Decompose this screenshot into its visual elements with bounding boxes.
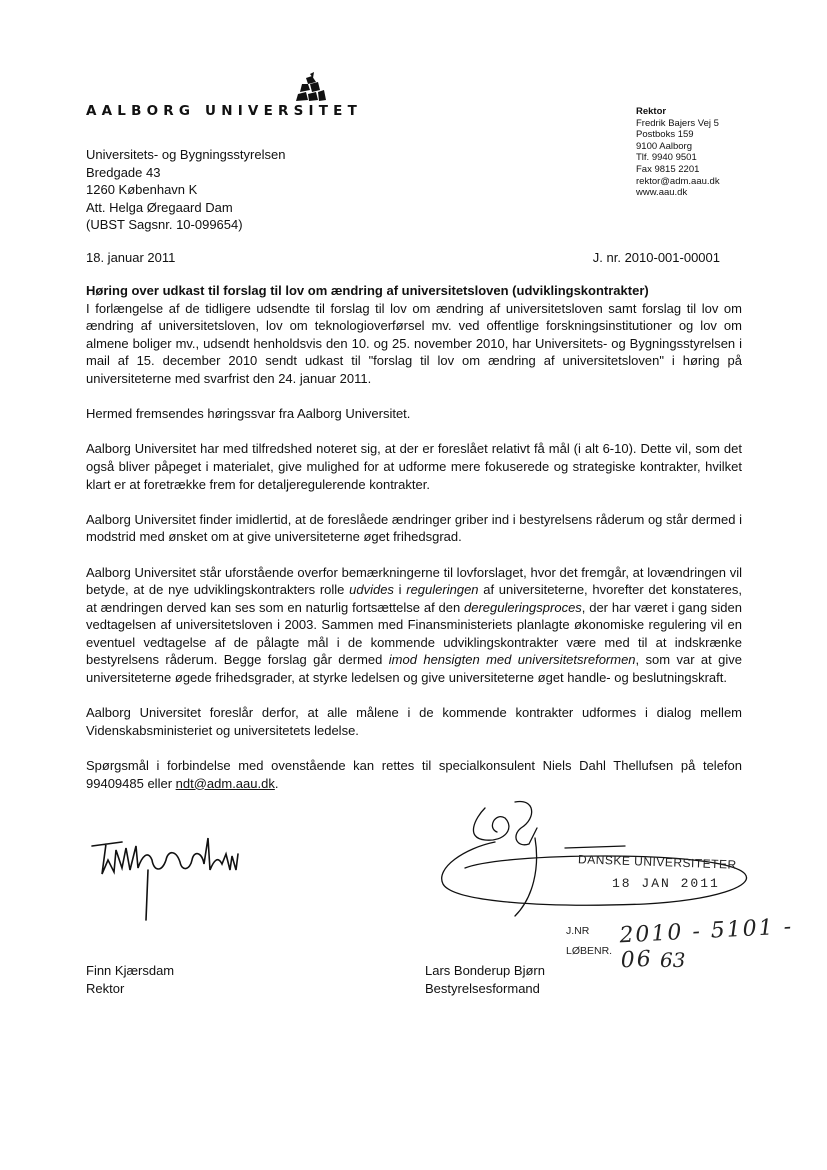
- university-logo-icon: [296, 72, 326, 102]
- emphasis: imod hensigten med universitetsreformen: [388, 652, 636, 668]
- signatory-name: Finn Kjærsdam: [86, 963, 175, 978]
- signatory-title: Rektor: [86, 980, 125, 996]
- university-name: AALBORG UNIVERSITET: [86, 103, 362, 119]
- paragraph: Aalborg Universitet foreslår derfor, at alle målene i de kommende kontrakter udformes i dialog mellem Videnskabsministeriet og universitetets ledelse.: [86, 705, 742, 738]
- paragraph: I forlængelse af de tidligere udsendte til forslag til lov om ændring af universitetsloven samt forslag til lov om ændring af universitetsloven, lov om teknologioverførsel mv. ved offentlige forskningsinstitutioner og lov om almene boliger mv., udsendt henholdsvis den 10. og 25. november 2010, har Universitets- og Bygningsstyrelsen i mail af 15. december 2010 sendt udkast til "forslag til lov om ændring af universitetsloven" i høring på universiteterne med svarfrist den 24. januar 2011.: [86, 300, 742, 386]
- stamp-organization: DANSKE UNIVERSITETER: [577, 852, 737, 872]
- contact-email-link[interactable]: ndt@adm.aau.dk: [175, 775, 275, 791]
- paragraph: [86, 757, 742, 792]
- letter-date: 18. januar 2011: [86, 250, 176, 265]
- sender-line: Tlf. 9940 9501: [636, 152, 697, 164]
- paragraph: Aalborg Universitet finder imidlertid, at de foreslåede ændringer griber ind i bestyrelsens råderum og står dermed i modstrid med ønsket om at give universiteterne øget frihedsgrad.: [86, 511, 742, 545]
- paragraph-text: , der har været i gang siden vedtagelsen af universitetsloven i 2003. Sammen med Finansministeriets planlagte økonomiske regulering vil en eventuel vedtagelse af de pålagte mål i de kommende udviklingskontrakter være med til at indskrænke bestyrelsens råderum. Begge forslag går dermed: [86, 599, 742, 668]
- paragraph: [86, 564, 742, 687]
- sender-website: www.aau.dk: [636, 187, 688, 199]
- recipient-line: Att. Helga Øregaard Dam: [86, 199, 233, 215]
- sender-email: rektor@adm.aau.dk: [636, 175, 720, 187]
- sender-line: Postboks 159: [636, 129, 694, 141]
- letter-body: [86, 282, 742, 810]
- rector-signature: [86, 820, 276, 940]
- paragraph: Aalborg Universitet har med tilfredshed noteret sig, at der er foreslået relativt få mål (i alt 6-10). Dette vil, som det også bliver påpeget i materialet, give mulighed for at udforme mere fokuserede og strategiske kontrakter, hvilket klart er at foretrække frem for detaljeregulerende kontrakter.: [86, 441, 742, 492]
- stamp-lobenr-value: 63: [660, 948, 686, 972]
- stamp-jnr-value: 2010 - 5101 - 06: [618, 914, 794, 974]
- recipient-line: Bredgade 43: [86, 164, 161, 180]
- paragraph: Hermed fremsendes høringssvar fra Aalborg Universitet.: [86, 406, 411, 422]
- signatory-left: [86, 962, 174, 997]
- paragraph-text: i: [393, 582, 407, 598]
- stamp-jnr-label: J.NR: [566, 925, 590, 937]
- paragraph-text: .: [274, 775, 279, 791]
- recipient-line: 1260 København K: [86, 182, 198, 198]
- emphasis: reguleringen: [406, 582, 479, 598]
- recipient-line: Universitets- og Bygningsstyrelsen: [86, 147, 286, 162]
- sender-title: Rektor: [636, 106, 667, 117]
- emphasis: udvides: [349, 582, 394, 598]
- journal-number: J. nr. 2010-001-00001: [592, 250, 720, 265]
- letter-heading: Høring over udkast til forslag til lov om ændring af universitetsloven (udviklingskontrakter): [86, 283, 649, 298]
- paragraph-text: Aalborg Universitet står uforstående overfor bemærkningerne til lovforslaget, hvor det fremgår, at lovændringen vil betyde, at de nye udviklingskontrakters rolle: [86, 564, 742, 598]
- sender-line: 9100 Aalborg: [636, 140, 692, 152]
- paragraph-text: , som var at give universiteterne øgede frihedsgrader, at styrke ledelsen og give universiteterne øget handle- og beslutningskraft.: [86, 652, 742, 686]
- emphasis: dereguleringsproces: [464, 599, 582, 615]
- signatory-right: [425, 962, 545, 997]
- paragraph-text: af universiteterne, hvorefter det konstateres, at ændringen derved kan ses som en naturlig fortsættelse af den: [86, 582, 742, 615]
- stamp-received-date: 18 JAN 2011: [612, 876, 720, 891]
- signatory-name: Lars Bonderup Bjørn: [425, 963, 545, 978]
- sender-line: Fax 9815 2201: [636, 163, 700, 175]
- recipient-address: [86, 146, 285, 234]
- recipient-line: (UBST Sagsnr. 10-099654): [86, 217, 243, 233]
- stamp-lobenr-label: LØBENR.: [566, 945, 613, 957]
- sender-block: [636, 106, 720, 199]
- sender-line: Fredrik Bajers Vej 5: [636, 117, 719, 129]
- paragraph-text: Spørgsmål i forbindelse med ovenstående kan rettes til specialkonsulent Niels Dahl Thellufsen på telefon 99409485 eller: [86, 758, 742, 791]
- signatory-title: Bestyrelsesformand: [425, 980, 540, 996]
